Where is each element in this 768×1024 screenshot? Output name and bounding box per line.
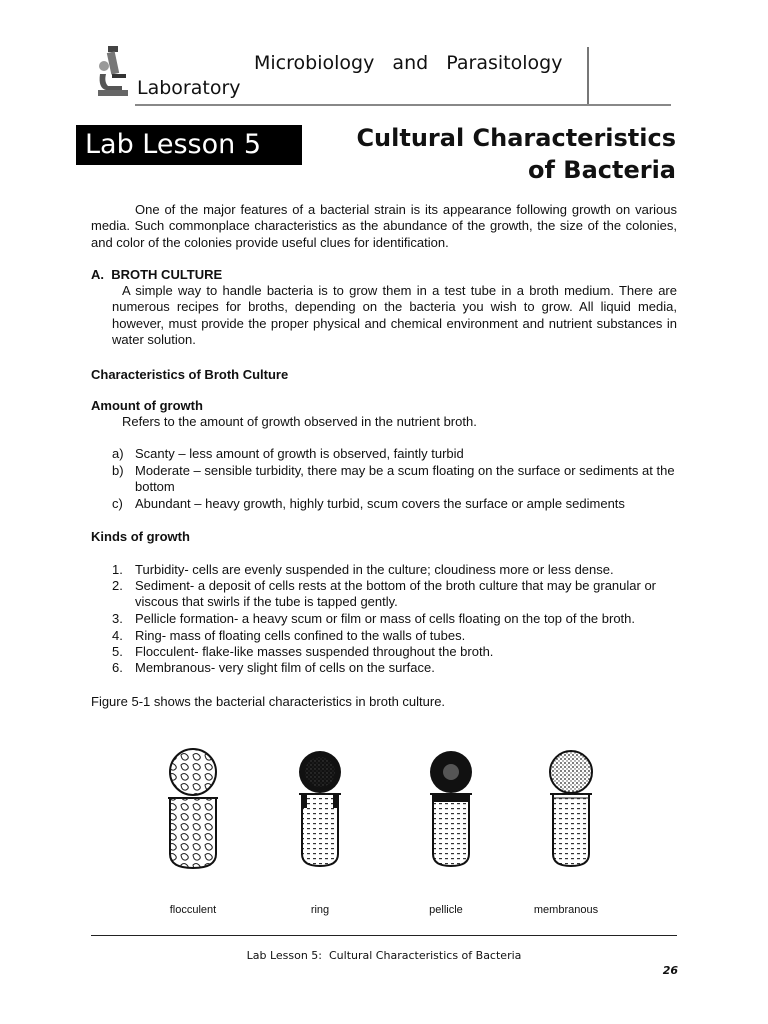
list-item-marker: 5.	[112, 644, 123, 659]
header-divider-horizontal	[135, 104, 671, 106]
list-item-marker: a)	[112, 446, 124, 461]
header-title-line2: Laboratory	[137, 77, 241, 99]
microscope-icon	[94, 44, 130, 100]
amount-heading: Amount of growth	[91, 398, 203, 413]
footer-text: Lab Lesson 5: Cultural Characteristics of Bacteria	[246, 949, 522, 962]
section-a-heading: A. BROTH CULTURE	[91, 267, 223, 282]
header-divider-vertical	[587, 47, 589, 105]
lesson-title	[356, 122, 676, 186]
kinds-heading: Kinds of growth	[91, 529, 190, 544]
list-item-marker: 2.	[112, 578, 123, 593]
list-item: Moderate – sensible turbidity, there may be a scum floating on the surface or sediments at the bottom	[135, 463, 675, 495]
lesson-label: Lab Lesson 5	[76, 125, 302, 165]
broth-culture-figure	[156, 742, 622, 870]
list-item-marker: 4.	[112, 628, 123, 643]
list-item: Flocculent- flake-like masses suspended throughout the broth.	[135, 644, 494, 659]
figure-caption-flocculent: flocculent	[169, 904, 217, 916]
figure-intro: Figure 5-1 shows the bacterial characteristics in broth culture.	[91, 694, 446, 709]
list-item: Turbidity- cells are evenly suspended in the culture; cloudiness more or less dense.	[135, 562, 614, 577]
membranous-tube-diagram	[550, 751, 592, 866]
ring-tube-diagram	[299, 751, 341, 866]
figure-caption-pellicle: pellicle	[429, 904, 463, 916]
page-number: 26	[662, 964, 678, 977]
list-item-marker: 1.	[112, 562, 123, 577]
list-item-marker: b)	[112, 463, 124, 478]
list-item: Scanty – less amount of growth is observed, faintly turbid	[135, 446, 464, 461]
pellicle-tube-diagram	[430, 751, 472, 866]
lesson-title-line1: Cultural Characteristics	[356, 124, 676, 152]
list-item: Sediment- a deposit of cells rests at the bottom of the broth culture that may be granular or viscous that swirls if the tube is tapped gently.	[135, 578, 656, 610]
flocculent-tube-diagram	[168, 749, 218, 868]
list-item: Pellicle formation- a heavy scum or film or mass of cells floating on the top of the broth.	[135, 611, 636, 626]
list-item-marker: c)	[112, 496, 123, 511]
figure-caption-membranous: membranous	[533, 904, 599, 916]
intro-paragraph: One of the major features of a bacterial strain is its appearance following growth on various media. Such commonplace characteristics as the abundance of the growth, the size of the colonies, and color of the colonies provide useful clues for identification.	[91, 202, 677, 250]
header-title-line1: Microbiology and Parasitology	[254, 52, 563, 74]
figure-caption-ring: ring	[310, 904, 330, 916]
list-item: Abundant – heavy growth, highly turbid, scum covers the surface or ample sediments	[135, 496, 625, 511]
list-item-marker: 6.	[112, 660, 123, 675]
footer-divider	[91, 935, 677, 936]
list-item-marker: 3.	[112, 611, 123, 626]
amount-description: Refers to the amount of growth observed in the nutrient broth.	[122, 414, 477, 429]
characteristics-heading: Characteristics of Broth Culture	[91, 367, 289, 382]
lesson-title-line2: of Bacteria	[527, 156, 676, 184]
section-a-body: A simple way to handle bacteria is to grow them in a test tube in a broth medium. There are numerous recipes for broths, depending on the bacteria you wish to grow. All liquid media, however, must provide the proper physical and chemical environment and nutrient substances in water solution.	[112, 283, 677, 347]
list-item: Membranous- very slight film of cells on the surface.	[135, 660, 435, 675]
list-item: Ring- mass of floating cells confined to the walls of tubes.	[135, 628, 466, 643]
